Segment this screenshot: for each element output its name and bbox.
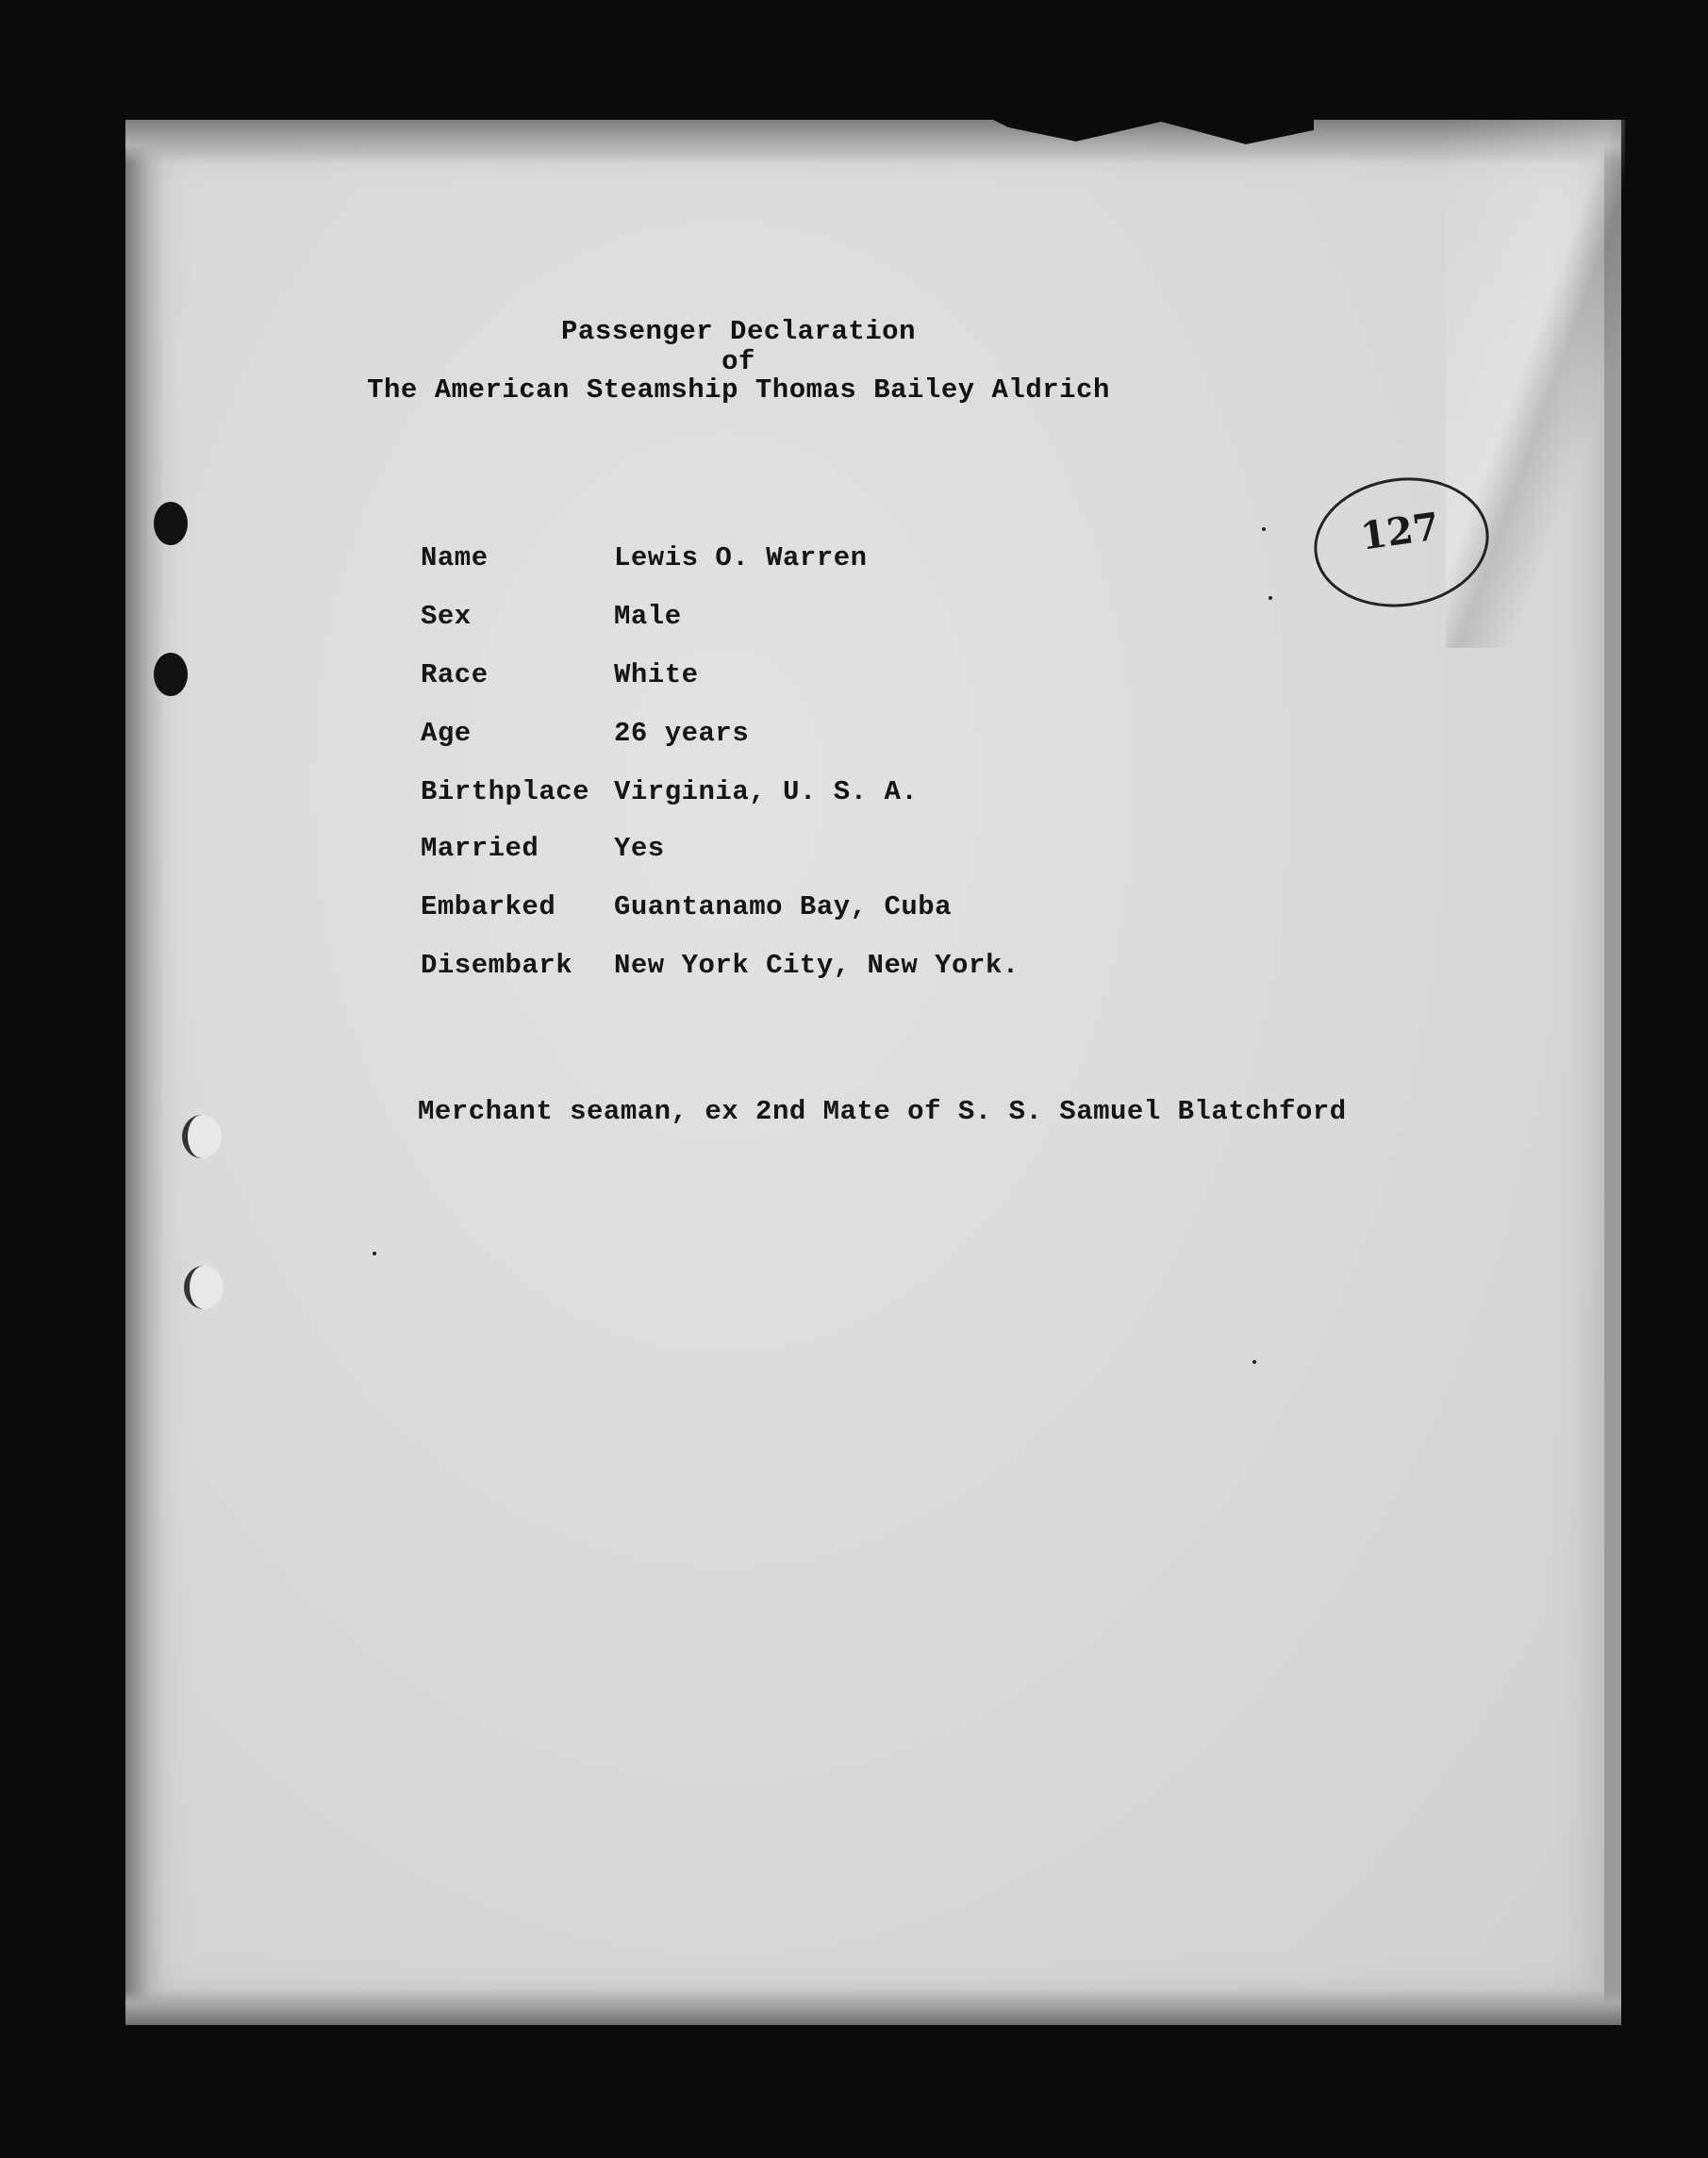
punch-hole-1 bbox=[154, 502, 188, 545]
document-page bbox=[125, 120, 1621, 2025]
field-label: Age bbox=[421, 718, 472, 749]
field-label: Disembark bbox=[421, 950, 573, 981]
punch-hole-4 bbox=[184, 1266, 224, 1309]
page-edge-shadow-left bbox=[125, 120, 163, 2025]
document-title-line-1: Passenger Declaration bbox=[561, 316, 916, 347]
page-number: 127 bbox=[1357, 504, 1443, 559]
field-value: Yes bbox=[614, 833, 665, 864]
page-edge-shadow-top bbox=[125, 120, 1621, 163]
field-value: Male bbox=[614, 601, 682, 632]
field-label: Married bbox=[421, 833, 539, 864]
field-value: New York City, New York. bbox=[614, 950, 1020, 981]
document-title-line-2: of bbox=[721, 346, 755, 377]
document-title-line-3: The American Steamship Thomas Bailey Aldrich bbox=[367, 374, 1110, 406]
field-value: Guantanamo Bay, Cuba bbox=[614, 891, 953, 922]
field-label: Race bbox=[421, 659, 489, 690]
remarks-note: Merchant seaman, ex 2nd Mate of S. S. Samuel Blatchford bbox=[418, 1096, 1347, 1127]
field-value: White bbox=[614, 659, 699, 690]
field-value: 26 years bbox=[614, 718, 750, 749]
punch-hole-3 bbox=[182, 1115, 222, 1158]
page-edge-shadow-bottom bbox=[125, 1989, 1621, 2025]
field-label: Name bbox=[421, 542, 489, 573]
paper-speck bbox=[1262, 527, 1266, 531]
paper-speck bbox=[1252, 1360, 1256, 1364]
paper-speck bbox=[373, 1252, 376, 1255]
field-value: Lewis O. Warren bbox=[614, 542, 868, 573]
field-label: Birthplace bbox=[421, 776, 590, 807]
field-label: Embarked bbox=[421, 891, 556, 922]
field-value: Virginia, U. S. A. bbox=[614, 776, 919, 807]
paper-speck bbox=[1269, 596, 1272, 600]
field-label: Sex bbox=[421, 601, 472, 632]
punch-hole-2 bbox=[154, 653, 188, 696]
